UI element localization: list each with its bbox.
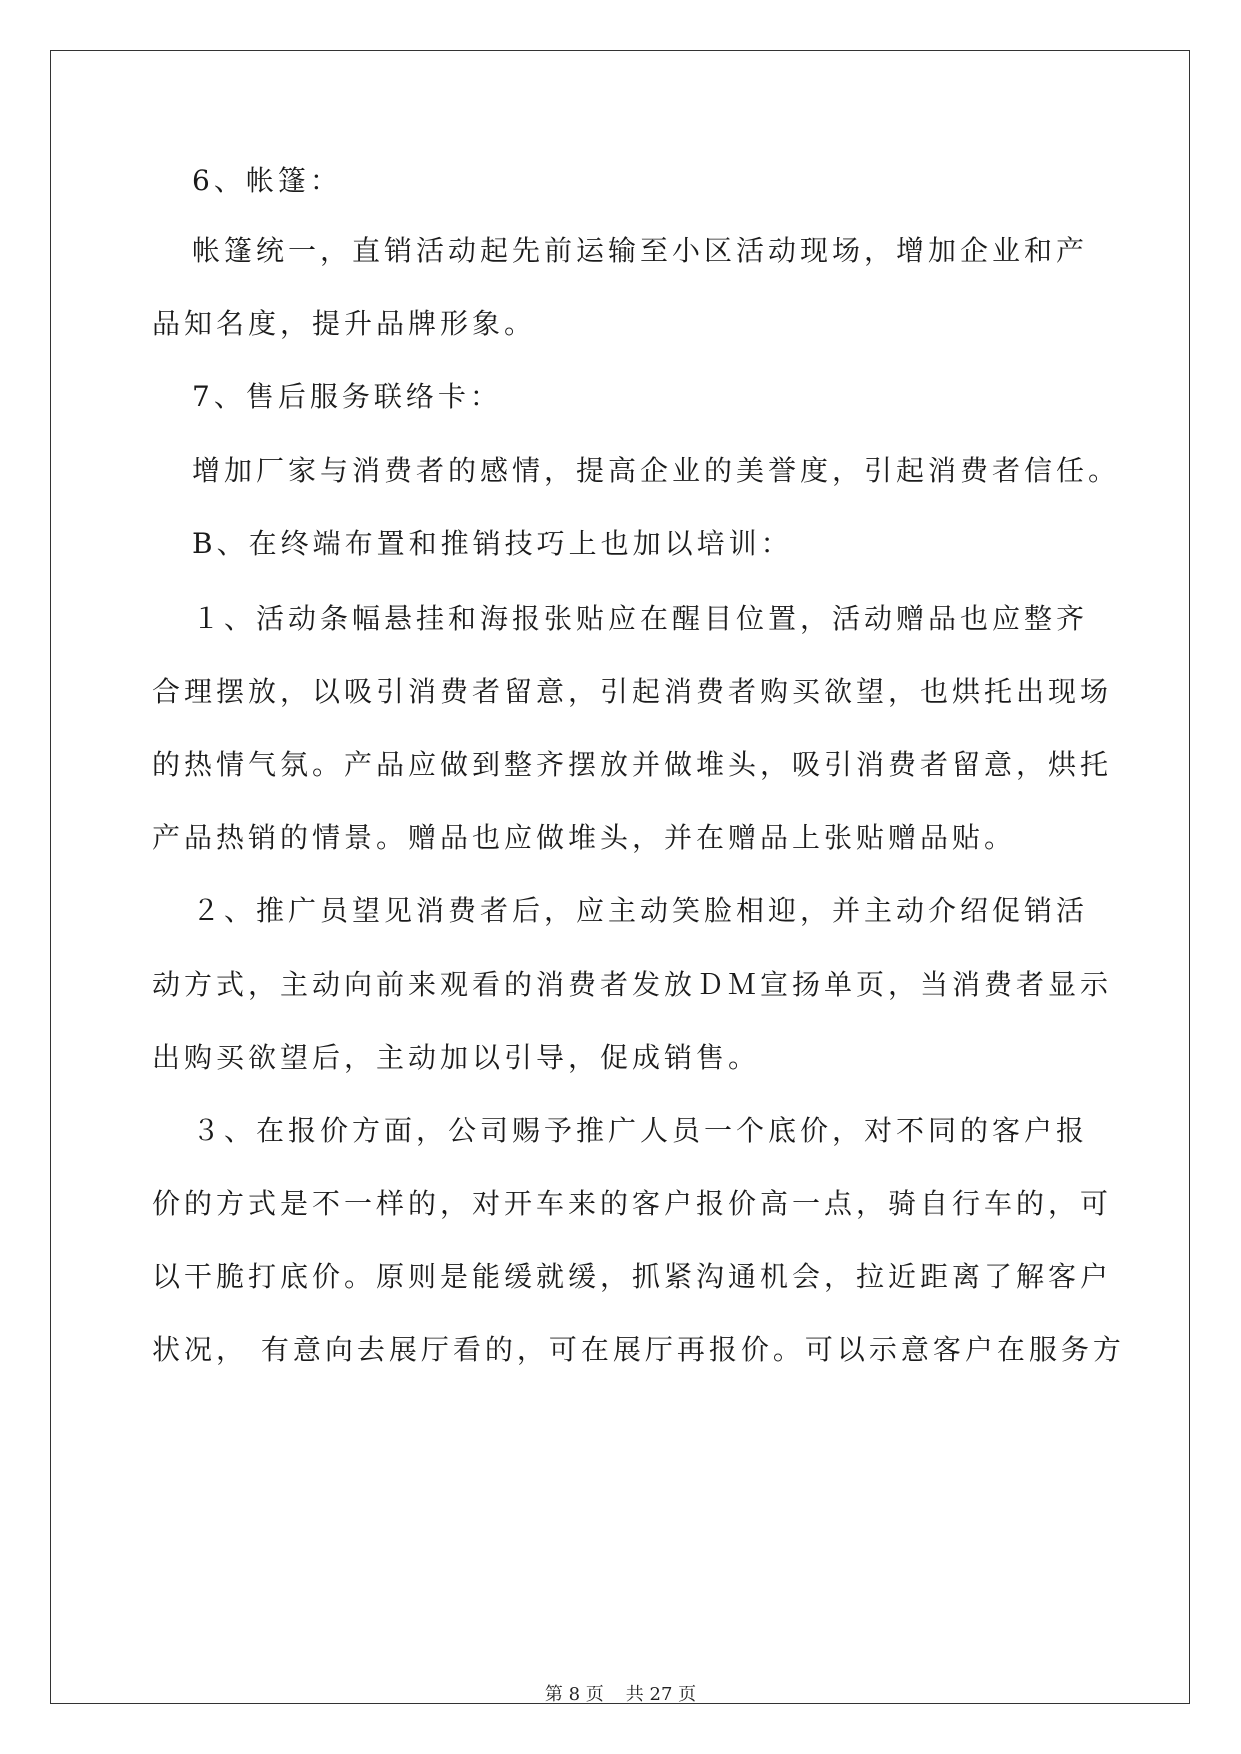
paragraph-line: 帐篷统一，直销活动起先前运输至小区活动现场，增加企业和产	[192, 234, 1089, 267]
page-number: 第 8 页	[544, 1684, 604, 1705]
paragraph-line: 动方式，主动向前来观看的消费者发放ＤＭ宣扬单页，当消费者显示	[152, 968, 1113, 1001]
paragraph-line: 品知名度，提升品牌形象。	[152, 307, 537, 340]
paragraph-line: 出购买欲望后，主动加以引导，促成销售。	[152, 1041, 761, 1074]
paragraph-line: 7、售后服务联络卡：	[192, 380, 502, 413]
paragraph-line: ２、推广员望见消费者后，应主动笑脸相迎，并主动介绍促销活	[192, 894, 1089, 927]
paragraph-line: 合理摆放，以吸引消费者留意，引起消费者购买欲望，也烘托出现场	[152, 675, 1113, 708]
page-total: 共 27 页	[625, 1684, 697, 1705]
paragraph-line: 以干脆打底价。原则是能缓就缓，抓紧沟通机会，拉近距离了解客户	[152, 1260, 1113, 1293]
paragraph-line: １、活动条幅悬挂和海报张贴应在醒目位置，活动赠品也应整齐	[192, 602, 1089, 635]
paragraph-line: 6、帐篷：	[192, 164, 342, 197]
paragraph-line: ３、在报价方面，公司赐予推广人员一个底价，对不同的客户报	[192, 1114, 1089, 1147]
page-footer	[0, 1680, 1241, 1706]
page-border	[50, 50, 1190, 1704]
paragraph-line: 价的方式是不一样的，对开车来的客户报价高一点，骑自行车的，可	[152, 1187, 1113, 1220]
paragraph-line: B、在终端布置和推销技巧上也加以培训：	[192, 527, 793, 560]
paragraph-line: 的热情气氛。产品应做到整齐摆放并做堆头，吸引消费者留意，烘托	[152, 748, 1113, 781]
paragraph-line: 状况， 有意向去展厅看的，可在展厅再报价。可以示意客户在服务方	[152, 1333, 1125, 1366]
paragraph-line: 产品热销的情景。赠品也应做堆头，并在赠品上张贴赠品贴。	[152, 821, 1017, 854]
paragraph-line: 增加厂家与消费者的感情，提高企业的美誉度，引起消费者信任。	[192, 454, 1121, 487]
